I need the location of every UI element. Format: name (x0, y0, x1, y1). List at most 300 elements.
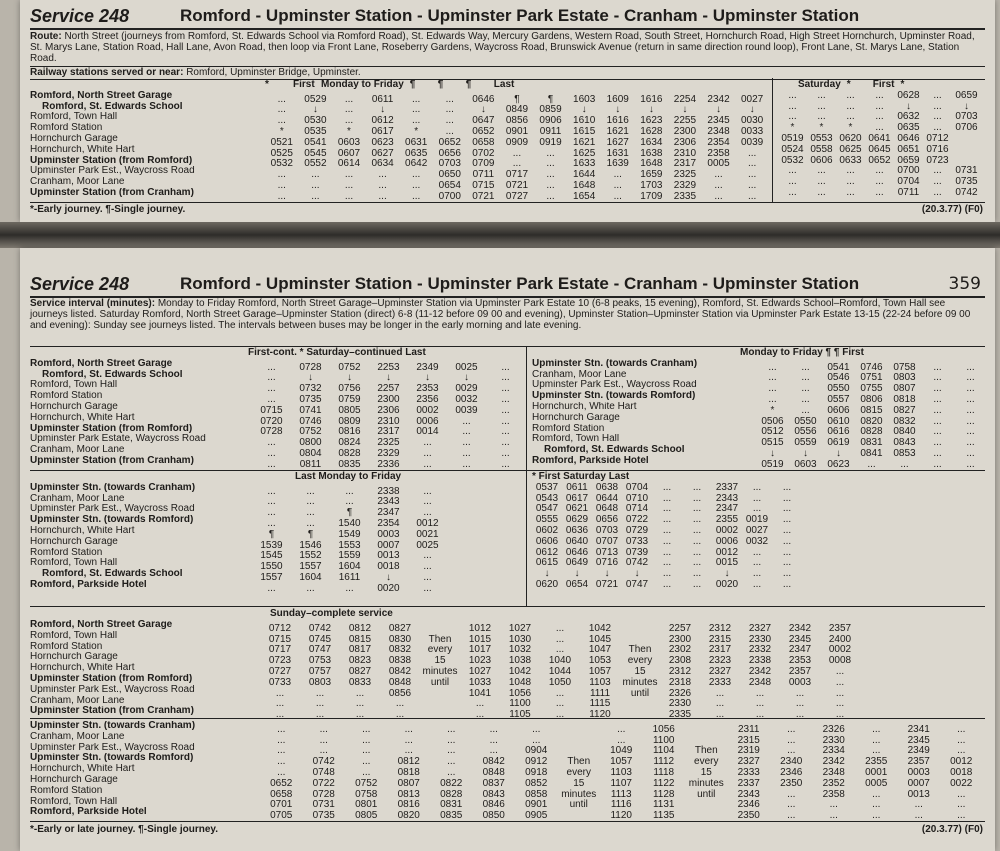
time-cell: ↓ (347, 372, 352, 384)
table-row (778, 91, 988, 102)
time-cell: 1056 (652, 723, 675, 735)
time-cell: 0742 (625, 557, 649, 569)
time-cell: 1616 (640, 93, 663, 105)
time-cell: 0707 (595, 535, 619, 547)
column-head: First (293, 79, 315, 90)
time-cell: 2257 (377, 383, 400, 395)
mf-rev-head: Monday to Friday ¶ ¶ First (740, 347, 864, 358)
stop-name: Upminster Station (from Romford) (30, 673, 193, 684)
time-cell: ... (875, 176, 884, 188)
time-cell: ... (817, 100, 826, 112)
time-cell: 1057 (588, 665, 612, 677)
stop-name: Romford, Town Hall (30, 630, 118, 641)
time-cell: ... (555, 633, 565, 645)
time-cell: 0008 (828, 655, 852, 667)
time-cell: ... (267, 496, 276, 508)
time-cell: 2319 (737, 745, 760, 757)
time-cell: 0018 (377, 561, 400, 573)
time-cell: 1625 (573, 147, 596, 159)
time-cell: ... (933, 393, 942, 405)
time-cell: * (790, 122, 795, 134)
time-cell: ... (755, 687, 765, 699)
table-row (30, 166, 770, 181)
time-cell: 0704 (625, 481, 649, 493)
service-number: Service 248 (30, 274, 130, 294)
time-cell: 2357 (788, 665, 812, 677)
time-cell: 1040 (548, 655, 572, 667)
time-cell: ... (752, 503, 762, 515)
time-cell: every (694, 756, 719, 768)
time-cell: ... (462, 447, 471, 459)
stop-name: Upminster Station (from Romford) (30, 423, 193, 434)
time-cell: ... (311, 179, 320, 191)
time-cell: 0606 (827, 404, 850, 416)
time-cell: 0039 (740, 136, 764, 148)
time-cell: ↓ (312, 104, 318, 116)
time-cell: ... (692, 546, 702, 558)
time-cell: ... (875, 186, 884, 198)
time-cell: 2312 (668, 665, 692, 677)
table-row (30, 187, 770, 202)
time-cell: ... (835, 698, 845, 710)
time-cell: ... (846, 165, 855, 177)
time-cell: 1621 (606, 125, 629, 137)
time-cell: 1100 (652, 734, 675, 746)
time-cell: ... (795, 709, 805, 721)
time-cell: 2357 (828, 622, 852, 634)
time-cell: 0742 (955, 186, 978, 198)
time-cell: ... (782, 568, 792, 580)
time-cell: 0711 (472, 169, 495, 181)
sat-rev-head: * First Saturday Last (532, 471, 630, 482)
time-cell: 0714 (625, 503, 649, 515)
time-cell: 1012 (468, 622, 492, 634)
time-cell: 0828 (440, 788, 463, 800)
stop-name: Romford, Parkside Hotel (30, 807, 147, 818)
sunday-head: Sunday–complete service (270, 608, 393, 619)
time-cell: 1103 (589, 676, 611, 688)
time-cell: 2343 (715, 492, 739, 504)
time-cell: 15 (434, 655, 446, 667)
time-cell: * (347, 125, 351, 137)
time-cell: ... (555, 687, 565, 699)
route-title: Romford - Upminster Station - Upminster Park Estate - Cranham - Upminster Station (180, 274, 860, 293)
time-cell: ... (447, 745, 456, 757)
time-cell: ... (875, 89, 884, 101)
time-cell: 1048 (508, 676, 532, 688)
time-cell: ... (795, 698, 805, 710)
time-cell: ... (277, 756, 286, 768)
time-cell: 2317 (673, 158, 697, 170)
time-cell: ... (555, 709, 565, 721)
time-cell: ... (933, 383, 942, 395)
stop-name: Romford Station (30, 391, 103, 402)
time-cell: 2330 (748, 633, 772, 645)
time-cell: 1648 (573, 179, 596, 191)
time-cell: ... (462, 426, 471, 438)
time-cell: ... (846, 176, 855, 188)
stop-name: Hornchurch Garage (30, 652, 118, 663)
time-cell: 0625 (839, 143, 862, 155)
time-cell: ... (768, 361, 777, 373)
time-cell: ... (267, 393, 276, 405)
time-cell: ... (423, 582, 432, 594)
time-cell: ... (613, 190, 622, 202)
time-cell: 0830 (388, 633, 412, 645)
time-cell: ... (546, 147, 555, 159)
time-cell: 1115 (589, 698, 611, 710)
time-cell: 2345 (788, 633, 812, 645)
time-cell: 1703 (640, 179, 663, 191)
time-cell: 2338 (748, 655, 772, 667)
stop-name: Hornchurch, White Hart (30, 144, 135, 155)
time-cell: ... (867, 458, 876, 470)
time-cell: ... (512, 147, 522, 159)
sat-cont-table (30, 347, 530, 470)
time-cell: 1539 (260, 539, 283, 551)
time-cell: 2341 (907, 723, 930, 735)
time-cell: ... (872, 799, 881, 811)
time-cell: 0015 (715, 557, 739, 569)
time-cell: 0550 (827, 383, 850, 395)
time-cell: 2300 (673, 125, 697, 137)
table-row (532, 369, 987, 384)
stop-name: Romford, St. Edwards School (42, 101, 183, 112)
table-row (532, 401, 987, 416)
time-cell: ... (277, 104, 286, 116)
time-cell: 0524 (781, 143, 804, 155)
time-cell: ... (966, 415, 975, 427)
time-cell: ¶ (268, 528, 275, 540)
table-row (30, 434, 530, 449)
time-cell: ... (846, 111, 855, 123)
time-cell: 0623 (371, 136, 394, 148)
stop-name: Romford, Town Hall (30, 380, 118, 391)
time-cell: 2253 (377, 361, 400, 373)
time-cell: 0716 (595, 557, 619, 569)
time-cell: 2400 (828, 633, 852, 645)
time-cell: ... (378, 179, 387, 191)
time-cell: ... (362, 723, 371, 735)
bottom-foot-rule (30, 821, 985, 822)
table-row (30, 412, 530, 427)
time-cell: ↓ (770, 447, 775, 459)
time-cell: ... (914, 810, 923, 822)
time-cell: ... (412, 104, 421, 116)
time-cell: ... (546, 158, 555, 170)
time-cell: ... (933, 426, 942, 438)
time-cell: ... (747, 147, 757, 159)
time-cell: 0918 (525, 766, 548, 778)
time-cell: ... (355, 709, 365, 721)
time-cell: 0652 (472, 125, 495, 137)
time-cell: ... (933, 458, 942, 470)
time-cell: ... (817, 111, 826, 123)
time-cell: ... (501, 393, 510, 405)
time-cell: 1049 (610, 745, 633, 757)
time-cell: 0021 (416, 528, 439, 540)
table-row (30, 569, 530, 583)
time-cell: 2317 (708, 644, 732, 656)
time-cell: minutes (422, 665, 458, 677)
time-cell: 0642 (405, 158, 428, 170)
time-cell: 2355 (715, 514, 739, 526)
time-cell: ... (378, 169, 387, 181)
footnote-text: *-Early or late journey. ¶-Single journey. (30, 824, 219, 835)
time-cell: ... (277, 745, 286, 757)
time-cell: 0731 (955, 165, 978, 177)
time-cell: ... (768, 372, 777, 384)
column-head: ¶ (437, 79, 444, 90)
time-cell: 0641 (868, 132, 891, 144)
table-row (30, 785, 988, 800)
time-cell: 0848 (482, 766, 505, 778)
time-cell: ... (447, 766, 456, 778)
time-cell: ↓ (749, 104, 755, 116)
time-cell: ... (275, 698, 285, 710)
time-cell: ... (344, 93, 354, 105)
time-cell: ... (662, 514, 672, 526)
time-cell: ... (787, 745, 796, 757)
table-row (30, 684, 988, 699)
time-cell: 0638 (595, 481, 619, 493)
time-cell: 1122 (652, 777, 675, 789)
stop-name: Hornchurch Garage (30, 774, 118, 785)
time-cell: ... (617, 734, 626, 746)
table-row (30, 380, 530, 395)
time-cell: 0852 (525, 777, 548, 789)
table-row (30, 177, 770, 191)
table-row (30, 504, 530, 519)
time-cell: ... (404, 734, 413, 746)
time-cell: 2335 (673, 190, 697, 202)
time-cell: 0832 (388, 644, 412, 656)
time-cell: 2310 (377, 415, 400, 427)
time-cell: 0712 (926, 132, 949, 144)
time-cell: ↓ (964, 100, 969, 112)
time-cell: ... (267, 437, 276, 449)
time-cell: 2306 (673, 136, 697, 148)
time-cell: 1116 (610, 799, 632, 811)
time-cell: 2326 (822, 723, 845, 735)
time-cell: 0001 (865, 766, 888, 778)
time-cell: ... (447, 723, 456, 735)
time-cell: 0647 (472, 115, 495, 127)
time-cell: ... (501, 447, 510, 459)
time-cell: 2334 (822, 745, 845, 757)
time-cell: ... (344, 169, 354, 181)
time-cell: ... (872, 745, 881, 757)
table-row (30, 774, 988, 789)
time-cell: ... (933, 165, 942, 177)
time-cell: 0550 (794, 415, 817, 427)
column-head: Monday to Friday (321, 79, 404, 90)
time-cell: 1610 (573, 115, 596, 127)
table-row (532, 412, 987, 427)
time-cell: 1135 (652, 810, 675, 822)
time-cell: 0817 (348, 644, 372, 656)
time-cell: ... (787, 788, 796, 800)
stop-name: Cranham, Moor Lane (532, 369, 627, 380)
time-cell: ... (662, 578, 672, 590)
time-cell: 0700 (897, 165, 920, 177)
time-cell: ... (662, 557, 672, 569)
time-cell: 0823 (348, 655, 372, 667)
time-cell: 0620 (839, 132, 862, 144)
time-cell: Then (567, 756, 591, 768)
time-cell: 0727 (268, 665, 292, 677)
time-cell: 0850 (482, 810, 505, 822)
time-cell: 2326 (668, 687, 692, 699)
time-cell: 1609 (606, 93, 629, 105)
route-text: North Street (journeys from Romford, St. Edwards School via Romford Road), St. Edwards Way, Mercury Gardens, Western Road, South Street, Hornchurch Road, High Street Hornchurch, Upminster Road, St. Marys Lane, Station Road, Hall Lane, Avon Road, then loop via Front Lane, Roseberry Gardens, Waycross Road, Brunswick Avenue (return in same direction round loop), Front Lane, St. Marys Lane, Station Road. (30, 31, 975, 64)
time-cell: 0807 (893, 383, 916, 395)
stop-name: Romford, Town Hall (532, 434, 620, 445)
time-cell: ... (489, 723, 498, 735)
time-cell: ... (966, 393, 975, 405)
time-cell: 0014 (416, 426, 439, 438)
time-cell: ... (277, 93, 286, 105)
time-cell: 0020 (715, 578, 739, 590)
time-cell: 0645 (868, 143, 891, 155)
time-cell: ... (747, 179, 757, 191)
stop-name: Romford Station (30, 123, 103, 134)
time-cell: until (697, 788, 716, 800)
stop-name: Upminster Station (from Romford) (30, 155, 193, 166)
time-cell: ... (662, 535, 672, 547)
time-cell: ↓ (634, 568, 640, 580)
time-cell: 0832 (893, 415, 916, 427)
time-cell: ... (801, 404, 810, 416)
top-mf-head (30, 80, 770, 91)
time-cell: 0646 (897, 132, 920, 144)
time-cell: ... (344, 179, 354, 191)
time-cell: 0623 (827, 458, 850, 470)
time-cell: ... (875, 165, 884, 177)
rail-label: Railway stations served or near: (30, 67, 184, 78)
time-cell: 0706 (955, 122, 978, 134)
time-cell: 2333 (737, 766, 760, 778)
time-cell: ... (782, 492, 792, 504)
service-interval (30, 298, 983, 331)
time-cell: 1027 (508, 622, 532, 634)
top-foot-rule (30, 202, 985, 203)
sun-table (30, 620, 988, 721)
time-cell: 0837 (482, 777, 505, 789)
time-cell: ↓ (648, 104, 654, 116)
time-cell: 0716 (926, 143, 949, 155)
time-cell: 0904 (525, 745, 548, 757)
time-cell: ... (355, 687, 365, 699)
time-cell: 0717 (268, 644, 292, 656)
time-cell: 1047 (588, 644, 612, 656)
time-cell: ... (277, 734, 286, 746)
table-row (30, 493, 530, 508)
time-cell: 0859 (539, 104, 562, 116)
time-cell: 1540 (338, 517, 361, 529)
time-cell: 0712 (268, 622, 292, 634)
time-cell: ... (355, 698, 365, 710)
time-cell: every (627, 655, 653, 667)
time-cell: 2350 (780, 777, 803, 789)
time-cell: ... (362, 745, 371, 757)
time-cell: 0521 (270, 136, 293, 148)
time-cell: 1709 (640, 190, 663, 202)
time-cell: 0812 (397, 756, 420, 768)
time-cell: 0909 (505, 136, 529, 148)
time-cell: Then (628, 644, 652, 656)
time-cell: 0025 (416, 539, 439, 551)
time-cell: ... (788, 165, 797, 177)
time-cell: 1044 (548, 665, 572, 677)
stop-name: Romford Station (30, 641, 103, 652)
time-cell: 1103 (610, 766, 632, 778)
time-cell: 0723 (268, 655, 292, 667)
time-cell: 0529 (304, 93, 327, 105)
time-cell: 1118 (653, 766, 675, 778)
time-cell: 0559 (794, 437, 817, 449)
interval-label: Service interval (minutes): (30, 298, 156, 309)
time-cell: 0648 (595, 503, 619, 515)
time-cell: ... (933, 447, 942, 459)
time-cell: 0032 (455, 393, 478, 405)
time-cell: ... (311, 169, 320, 181)
time-cell: ... (445, 115, 454, 127)
time-cell: 1113 (610, 788, 632, 800)
sat-cont-head: First-cont. * Saturday–continued Last (248, 347, 426, 358)
time-cell: 2315 (708, 633, 732, 645)
time-cell: 0621 (565, 503, 589, 515)
time-cell: 2348 (822, 766, 845, 778)
time-cell: ... (817, 165, 826, 177)
time-cell: ... (344, 115, 354, 127)
time-cell: ... (662, 546, 672, 558)
time-cell: ... (715, 687, 725, 699)
service-number: Service 248 (30, 6, 130, 26)
time-cell: minutes (622, 676, 658, 688)
mf-last-head: Last Monday to Friday (295, 471, 402, 482)
time-cell: 0603 (794, 458, 817, 470)
time-cell: 2349 (907, 745, 930, 757)
table-row (30, 721, 988, 735)
time-cell: ... (445, 104, 454, 116)
time-cell: 0717 (505, 169, 529, 181)
header-rule (30, 28, 985, 30)
time-cell: 0912 (525, 756, 548, 768)
stop-name: Romford Station (30, 785, 103, 796)
time-cell: 0746 (860, 361, 883, 373)
time-cell: ¶ (346, 507, 353, 519)
table-row (30, 358, 530, 373)
time-cell: 0827 (388, 622, 412, 634)
time-cell: 1545 (260, 550, 283, 562)
stop-name: Cranham, Moor Lane (30, 445, 125, 456)
time-cell: ... (747, 169, 757, 181)
time-cell: 0824 (338, 437, 361, 449)
column-head: * (846, 79, 851, 90)
time-cell: ... (423, 571, 432, 583)
time-cell: 1550 (260, 561, 283, 573)
time-cell: 2358 (822, 788, 845, 800)
time-cell: ... (835, 676, 845, 688)
time-cell: 0710 (625, 492, 649, 504)
time-cell: ... (966, 426, 975, 438)
time-cell: 1033 (468, 676, 492, 688)
time-cell: ... (817, 89, 826, 101)
time-cell: 0905 (525, 810, 548, 822)
time-cell: ... (345, 485, 354, 497)
time-cell: 0652 (438, 136, 461, 148)
